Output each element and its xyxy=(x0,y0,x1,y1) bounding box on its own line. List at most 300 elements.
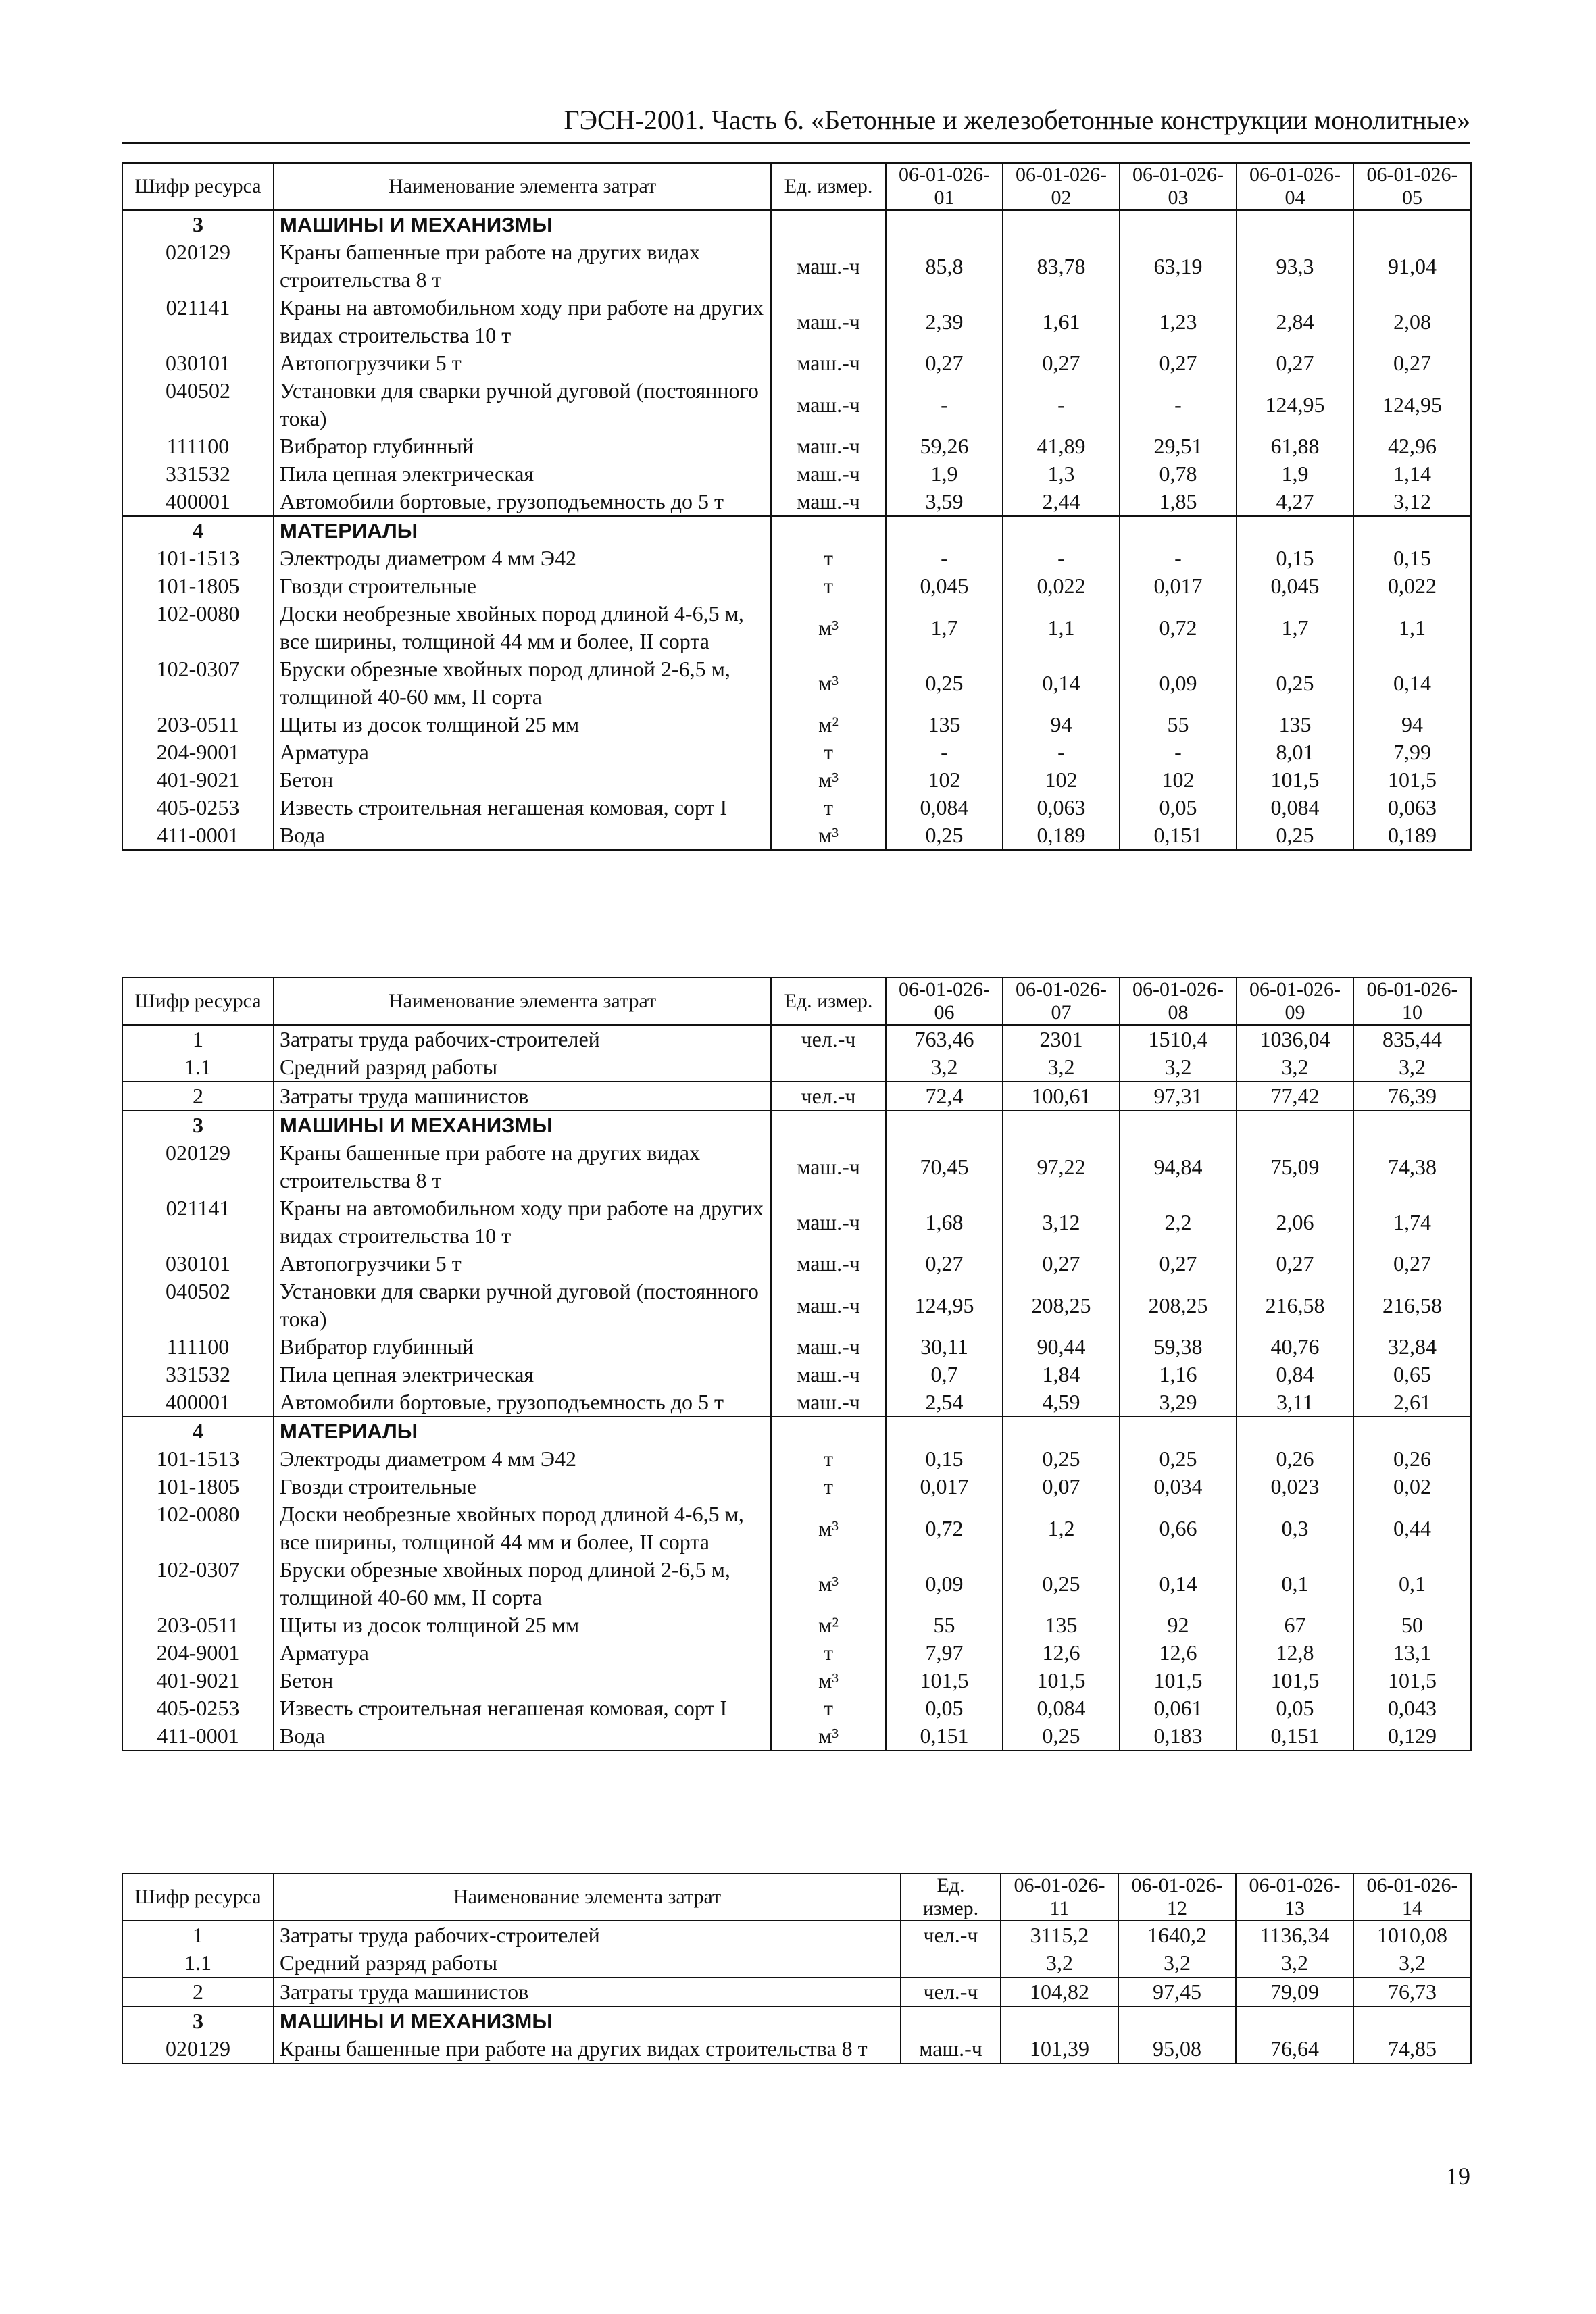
value-cell: 1,84 xyxy=(1003,1361,1120,1388)
value-cell: 0,045 xyxy=(1237,572,1353,600)
value-cell: 1,3 xyxy=(1003,460,1120,488)
value-cell: 101,5 xyxy=(1237,766,1353,794)
header-norm-code: 06-01-026-13 xyxy=(1236,1873,1353,1921)
table-row xyxy=(122,572,1471,600)
resource-code: 1.1 xyxy=(122,1949,274,1978)
value-cell: 0,045 xyxy=(886,572,1003,600)
value-cell: 94,84 xyxy=(1120,1139,1237,1194)
value-cell: 76,64 xyxy=(1236,2035,1353,2063)
value-cell: 0,189 xyxy=(1353,822,1471,850)
header-name: Наименование элемента затрат xyxy=(274,978,771,1025)
value-cell: 1,14 xyxy=(1353,460,1471,488)
value-cell: 101,5 xyxy=(886,1667,1003,1694)
value-cell: 0,061 xyxy=(1120,1694,1237,1722)
unit-cell: м³ xyxy=(771,1556,886,1611)
value-cell: 41,89 xyxy=(1003,432,1120,460)
table-row xyxy=(122,711,1471,738)
resource-code: 020129 xyxy=(122,1139,274,1194)
unit-cell: т xyxy=(771,1445,886,1473)
value-cell: 90,44 xyxy=(1003,1333,1120,1361)
value-cell: 0,05 xyxy=(1120,794,1237,822)
resource-name: Автопогрузчики 5 т xyxy=(274,1250,771,1278)
value-cell: 13,1 xyxy=(1353,1639,1471,1667)
value-cell: 1,85 xyxy=(1120,488,1237,516)
unit-cell: т xyxy=(771,794,886,822)
value-cell: 0,034 xyxy=(1120,1473,1237,1501)
unit-cell: т xyxy=(771,572,886,600)
resource-name: Краны на автомобильном ходу при работе на других видах строительства 10 т xyxy=(274,1194,771,1250)
value-cell: 63,19 xyxy=(1120,238,1237,294)
resource-code: 101-1513 xyxy=(122,545,274,572)
section-row xyxy=(122,210,1471,238)
value-cell: 0,26 xyxy=(1237,1445,1353,1473)
table-row xyxy=(122,1194,1471,1250)
resource-name: МАТЕРИАЛЫ xyxy=(274,1417,771,1445)
value-cell: 0,084 xyxy=(886,794,1003,822)
value-cell: 0,084 xyxy=(1003,1694,1120,1722)
header-norm-code: 06-01-026-14 xyxy=(1353,1873,1471,1921)
value-cell xyxy=(886,210,1003,238)
value-cell xyxy=(1353,210,1471,238)
resource-code: 203-0511 xyxy=(122,1611,274,1639)
value-cell: 3,2 xyxy=(886,1053,1003,1082)
table-row xyxy=(122,1445,1471,1473)
header-row xyxy=(122,1873,1471,1921)
header-unit: Ед. измер. xyxy=(901,1873,1001,1921)
value-cell: 12,8 xyxy=(1237,1639,1353,1667)
value-cell: 0,043 xyxy=(1353,1694,1471,1722)
value-cell: 0,27 xyxy=(1120,1250,1237,1278)
section-row xyxy=(122,1111,1471,1139)
value-cell: 0,07 xyxy=(1003,1473,1120,1501)
resource-code: 101-1805 xyxy=(122,1473,274,1501)
value-cell: 2,61 xyxy=(1353,1388,1471,1417)
value-cell: 0,27 xyxy=(1003,349,1120,377)
value-cell: 94 xyxy=(1353,711,1471,738)
table-row xyxy=(122,488,1471,516)
value-cell: - xyxy=(1003,545,1120,572)
table-row xyxy=(122,1611,1471,1639)
table-row xyxy=(122,600,1471,655)
resource-code: 040502 xyxy=(122,377,274,432)
value-cell: 2,06 xyxy=(1237,1194,1353,1250)
value-cell: 0,25 xyxy=(886,655,1003,711)
table-row xyxy=(122,1556,1471,1611)
unit-cell xyxy=(771,1417,886,1445)
unit-cell: т xyxy=(771,1694,886,1722)
value-cell: 0,66 xyxy=(1120,1501,1237,1556)
value-cell xyxy=(1120,1111,1237,1139)
table-row xyxy=(122,1694,1471,1722)
value-cell: - xyxy=(1003,738,1120,766)
resource-code: 1 xyxy=(122,1025,274,1053)
unit-cell xyxy=(771,1111,886,1139)
resource-name: Электроды диаметром 4 мм Э42 xyxy=(274,545,771,572)
unit-cell: м³ xyxy=(771,1667,886,1694)
value-cell: 2,08 xyxy=(1353,294,1471,349)
value-cell: 0,05 xyxy=(886,1694,1003,1722)
value-cell: 0,02 xyxy=(1353,1473,1471,1501)
value-cell: 0,15 xyxy=(1353,545,1471,572)
header-norm-code: 06-01-026-05 xyxy=(1353,163,1471,210)
resource-code: 4 xyxy=(122,516,274,545)
value-cell: 0,27 xyxy=(1353,349,1471,377)
header-norm-code: 06-01-026-04 xyxy=(1237,163,1353,210)
table-row xyxy=(122,1250,1471,1278)
value-cell: 1,1 xyxy=(1003,600,1120,655)
table-row xyxy=(122,349,1471,377)
value-cell: 1010,08 xyxy=(1353,1921,1471,1949)
value-cell: 102 xyxy=(886,766,1003,794)
resource-code: 3 xyxy=(122,210,274,238)
unit-cell: маш.-ч xyxy=(771,377,886,432)
value-cell: 92 xyxy=(1120,1611,1237,1639)
value-cell: 0,151 xyxy=(1237,1722,1353,1751)
value-cell: 0,65 xyxy=(1353,1361,1471,1388)
unit-cell: т xyxy=(771,545,886,572)
table-row xyxy=(122,1053,1471,1082)
unit-cell: маш.-ч xyxy=(771,1139,886,1194)
unit-cell: чел.-ч xyxy=(901,1978,1001,2007)
unit-cell: маш.-ч xyxy=(771,488,886,516)
unit-cell: м³ xyxy=(771,1722,886,1751)
resource-code: 204-9001 xyxy=(122,1639,274,1667)
resource-name: Автомобили бортовые, грузоподъемность до 5 т xyxy=(274,1388,771,1417)
value-cell: 101,5 xyxy=(1353,1667,1471,1694)
resource-name: Арматура xyxy=(274,1639,771,1667)
unit-cell: маш.-ч xyxy=(901,2035,1001,2063)
value-cell: 67 xyxy=(1237,1611,1353,1639)
page-number: 19 xyxy=(1446,2163,1470,2190)
value-cell: 0,3 xyxy=(1237,1501,1353,1556)
value-cell: 0,017 xyxy=(1120,572,1237,600)
page-header-title: ГЭСН-2001. Часть 6. «Бетонные и железобетонные конструкции монолитные» xyxy=(564,105,1470,135)
table-row xyxy=(122,238,1471,294)
value-cell xyxy=(1120,1417,1237,1445)
unit-cell: маш.-ч xyxy=(771,238,886,294)
value-cell: 101,5 xyxy=(1237,1667,1353,1694)
value-cell xyxy=(1003,516,1120,545)
value-cell: 3,29 xyxy=(1120,1388,1237,1417)
resource-code: 1 xyxy=(122,1921,274,1949)
unit-cell: маш.-ч xyxy=(771,1194,886,1250)
value-cell: 0,151 xyxy=(886,1722,1003,1751)
table-row xyxy=(122,2035,1471,2063)
unit-cell xyxy=(771,210,886,238)
value-cell: 4,27 xyxy=(1237,488,1353,516)
value-cell: 32,84 xyxy=(1353,1333,1471,1361)
value-cell: 72,4 xyxy=(886,1082,1003,1111)
value-cell: - xyxy=(1120,377,1237,432)
resource-name: Бруски обрезные хвойных пород длиной 2-6,5 м, толщиной 40-60 мм, II сорта xyxy=(274,1556,771,1611)
resource-name: Арматура xyxy=(274,738,771,766)
resource-name: Вибратор глубинный xyxy=(274,1333,771,1361)
resource-code: 021141 xyxy=(122,294,274,349)
value-cell: 74,85 xyxy=(1353,2035,1471,2063)
resource-code: 331532 xyxy=(122,460,274,488)
resource-name: Бруски обрезные хвойных пород длиной 2-6,5 м, толщиной 40-60 мм, II сорта xyxy=(274,655,771,711)
table-row xyxy=(122,1639,1471,1667)
unit-cell xyxy=(901,2007,1001,2035)
header-unit: Ед. измер. xyxy=(771,978,886,1025)
value-cell: 0,25 xyxy=(1003,1556,1120,1611)
value-cell: 0,14 xyxy=(1353,655,1471,711)
value-cell: 0,022 xyxy=(1003,572,1120,600)
table-row xyxy=(122,1978,1471,2007)
value-cell: 1510,4 xyxy=(1120,1025,1237,1053)
value-cell: 1,2 xyxy=(1003,1501,1120,1556)
value-cell: 0,09 xyxy=(886,1556,1003,1611)
unit-cell: м³ xyxy=(771,600,886,655)
value-cell: 0,14 xyxy=(1120,1556,1237,1611)
resource-table-2 xyxy=(122,977,1472,1751)
resource-name: Установки для сварки ручной дуговой (постоянного тока) xyxy=(274,377,771,432)
resource-code: 102-0307 xyxy=(122,655,274,711)
table-row xyxy=(122,460,1471,488)
header-row xyxy=(122,978,1471,1025)
table-row xyxy=(122,1949,1471,1978)
resource-code: 3 xyxy=(122,2007,274,2035)
resource-code: 040502 xyxy=(122,1278,274,1333)
value-cell: 100,61 xyxy=(1003,1082,1120,1111)
value-cell: - xyxy=(1003,377,1120,432)
table-row xyxy=(122,1388,1471,1417)
resource-code: 400001 xyxy=(122,1388,274,1417)
value-cell: 1,7 xyxy=(886,600,1003,655)
value-cell: 0,084 xyxy=(1237,794,1353,822)
table-row xyxy=(122,1667,1471,1694)
resource-code: 3 xyxy=(122,1111,274,1139)
value-cell xyxy=(886,1111,1003,1139)
unit-cell: м³ xyxy=(771,655,886,711)
value-cell: 3,2 xyxy=(1118,1949,1236,1978)
resource-name: Затраты труда машинистов xyxy=(274,1082,771,1111)
resource-name: Щиты из досок толщиной 25 мм xyxy=(274,711,771,738)
resource-code: 400001 xyxy=(122,488,274,516)
value-cell: 3,11 xyxy=(1237,1388,1353,1417)
table-row xyxy=(122,1139,1471,1194)
unit-cell: чел.-ч xyxy=(771,1082,886,1111)
value-cell xyxy=(1236,2007,1353,2035)
unit-cell: м² xyxy=(771,711,886,738)
value-cell: 102 xyxy=(1120,766,1237,794)
header-name: Наименование элемента затрат xyxy=(274,1873,901,1921)
resource-code: 2 xyxy=(122,1082,274,1111)
value-cell: 12,6 xyxy=(1120,1639,1237,1667)
value-cell: 55 xyxy=(886,1611,1003,1639)
value-cell: 0,27 xyxy=(1237,349,1353,377)
value-cell: 216,58 xyxy=(1237,1278,1353,1333)
value-cell: 94 xyxy=(1003,711,1120,738)
unit-cell: чел.-ч xyxy=(771,1025,886,1053)
header-norm-code: 06-01-026-12 xyxy=(1118,1873,1236,1921)
unit-cell: т xyxy=(771,1639,886,1667)
resource-code: 102-0080 xyxy=(122,600,274,655)
resource-name: Установки для сварки ручной дуговой (постоянного тока) xyxy=(274,1278,771,1333)
value-cell: 3115,2 xyxy=(1001,1921,1118,1949)
resource-name: Вода xyxy=(274,822,771,850)
value-cell: 0,27 xyxy=(1120,349,1237,377)
value-cell: 0,09 xyxy=(1120,655,1237,711)
header-norm-code: 06-01-026-03 xyxy=(1120,163,1237,210)
value-cell: 124,95 xyxy=(1237,377,1353,432)
value-cell: 79,09 xyxy=(1236,1978,1353,2007)
value-cell: 3,2 xyxy=(1003,1053,1120,1082)
value-cell: 0,7 xyxy=(886,1361,1003,1388)
value-cell: 3,2 xyxy=(1120,1053,1237,1082)
value-cell: 0,84 xyxy=(1237,1361,1353,1388)
value-cell: 0,023 xyxy=(1237,1473,1353,1501)
value-cell xyxy=(886,516,1003,545)
value-cell: 0,26 xyxy=(1353,1445,1471,1473)
value-cell: 0,27 xyxy=(886,349,1003,377)
unit-cell: т xyxy=(771,1473,886,1501)
value-cell: 1036,04 xyxy=(1237,1025,1353,1053)
resource-table-1 xyxy=(122,162,1472,851)
unit-cell: маш.-ч xyxy=(771,1278,886,1333)
value-cell xyxy=(1118,2007,1236,2035)
header-norm-code: 06-01-026-06 xyxy=(886,978,1003,1025)
value-cell: 97,31 xyxy=(1120,1082,1237,1111)
unit-cell: м³ xyxy=(771,822,886,850)
unit-cell xyxy=(901,1949,1001,1978)
value-cell: 3,2 xyxy=(1236,1949,1353,1978)
value-cell: 2,2 xyxy=(1120,1194,1237,1250)
value-cell: 1,16 xyxy=(1120,1361,1237,1388)
table-row xyxy=(122,766,1471,794)
table-row xyxy=(122,377,1471,432)
unit-cell: чел.-ч xyxy=(901,1921,1001,1949)
header-norm-code: 06-01-026-08 xyxy=(1120,978,1237,1025)
resource-code: 111100 xyxy=(122,1333,274,1361)
table-row xyxy=(122,1082,1471,1111)
resource-name: Автомобили бортовые, грузоподъемность до 5 т xyxy=(274,488,771,516)
value-cell xyxy=(1003,210,1120,238)
resource-name: МАШИНЫ И МЕХАНИЗМЫ xyxy=(274,1111,771,1139)
resource-name: Гвозди строительные xyxy=(274,1473,771,1501)
unit-cell: м³ xyxy=(771,766,886,794)
table-row xyxy=(122,738,1471,766)
value-cell: - xyxy=(1120,545,1237,572)
value-cell: 0,27 xyxy=(1353,1250,1471,1278)
value-cell: 0,44 xyxy=(1353,1501,1471,1556)
table-row xyxy=(122,1921,1471,1949)
header-row xyxy=(122,163,1471,210)
resource-name: МАШИНЫ И МЕХАНИЗМЫ xyxy=(274,2007,901,2035)
table-row xyxy=(122,1473,1471,1501)
value-cell: 3,2 xyxy=(1353,1949,1471,1978)
value-cell: 91,04 xyxy=(1353,238,1471,294)
value-cell: 2,39 xyxy=(886,294,1003,349)
value-cell: 0,25 xyxy=(1237,655,1353,711)
value-cell: 124,95 xyxy=(886,1278,1003,1333)
table-row xyxy=(122,655,1471,711)
resource-code: 405-0253 xyxy=(122,794,274,822)
value-cell: 1,7 xyxy=(1237,600,1353,655)
resource-code: 411-0001 xyxy=(122,1722,274,1751)
resource-name: Затраты труда рабочих-строителей xyxy=(274,1025,771,1053)
value-cell: 1,23 xyxy=(1120,294,1237,349)
unit-cell: маш.-ч xyxy=(771,1361,886,1388)
unit-cell: м² xyxy=(771,1611,886,1639)
value-cell: 7,99 xyxy=(1353,738,1471,766)
value-cell: 97,45 xyxy=(1118,1978,1236,2007)
value-cell xyxy=(886,1417,1003,1445)
value-cell: 216,58 xyxy=(1353,1278,1471,1333)
value-cell: 1,61 xyxy=(1003,294,1120,349)
resource-code: 111100 xyxy=(122,432,274,460)
resource-code: 102-0307 xyxy=(122,1556,274,1611)
value-cell: 7,97 xyxy=(886,1639,1003,1667)
header-rule xyxy=(122,142,1470,144)
value-cell: - xyxy=(1120,738,1237,766)
value-cell: 0,183 xyxy=(1120,1722,1237,1751)
unit-cell: маш.-ч xyxy=(771,294,886,349)
table-row xyxy=(122,294,1471,349)
resource-code: 020129 xyxy=(122,238,274,294)
value-cell: 0,063 xyxy=(1003,794,1120,822)
value-cell: 8,01 xyxy=(1237,738,1353,766)
resource-name: Затраты труда машинистов xyxy=(274,1978,901,2007)
value-cell: 97,22 xyxy=(1003,1139,1120,1194)
resource-name: Доски необрезные хвойных пород длиной 4-6,5 м, все ширины, толщиной 44 мм и более, II сорта xyxy=(274,600,771,655)
resource-code: 203-0511 xyxy=(122,711,274,738)
resource-name: Известь строительная негашеная комовая, сорт I xyxy=(274,794,771,822)
resource-name: Бетон xyxy=(274,766,771,794)
value-cell: 4,59 xyxy=(1003,1388,1120,1417)
value-cell: 3,2 xyxy=(1353,1053,1471,1082)
value-cell xyxy=(1003,1111,1120,1139)
resource-table-3 xyxy=(122,1873,1472,2064)
value-cell: 135 xyxy=(886,711,1003,738)
value-cell: 59,38 xyxy=(1120,1333,1237,1361)
header-norm-code: 06-01-026-11 xyxy=(1001,1873,1118,1921)
resource-name: Известь строительная негашеная комовая, сорт I xyxy=(274,1694,771,1722)
header-norm-code: 06-01-026-01 xyxy=(886,163,1003,210)
unit-cell: т xyxy=(771,738,886,766)
resource-code: 030101 xyxy=(122,1250,274,1278)
resource-code: 401-9021 xyxy=(122,1667,274,1694)
value-cell xyxy=(1353,1111,1471,1139)
value-cell: 0,14 xyxy=(1003,655,1120,711)
unit-cell: маш.-ч xyxy=(771,460,886,488)
value-cell: 135 xyxy=(1237,711,1353,738)
resource-code: 101-1513 xyxy=(122,1445,274,1473)
value-cell xyxy=(1237,516,1353,545)
value-cell: 101,5 xyxy=(1003,1667,1120,1694)
value-cell: 102 xyxy=(1003,766,1120,794)
value-cell: 104,82 xyxy=(1001,1978,1118,2007)
table-row xyxy=(122,545,1471,572)
value-cell: 74,38 xyxy=(1353,1139,1471,1194)
value-cell: 835,44 xyxy=(1353,1025,1471,1053)
value-cell: 0,15 xyxy=(886,1445,1003,1473)
section-row xyxy=(122,516,1471,545)
value-cell: 76,39 xyxy=(1353,1082,1471,1111)
table-row xyxy=(122,1025,1471,1053)
resource-code: 102-0080 xyxy=(122,1501,274,1556)
value-cell xyxy=(1001,2007,1118,2035)
resource-name: Краны на автомобильном ходу при работе на других видах строительства 10 т xyxy=(274,294,771,349)
resource-code: 331532 xyxy=(122,1361,274,1388)
unit-cell: маш.-ч xyxy=(771,1388,886,1417)
unit-cell: маш.-ч xyxy=(771,1250,886,1278)
value-cell: 0,017 xyxy=(886,1473,1003,1501)
value-cell: 1,9 xyxy=(886,460,1003,488)
unit-cell: м³ xyxy=(771,1501,886,1556)
value-cell: 1,9 xyxy=(1237,460,1353,488)
value-cell xyxy=(1353,2007,1471,2035)
